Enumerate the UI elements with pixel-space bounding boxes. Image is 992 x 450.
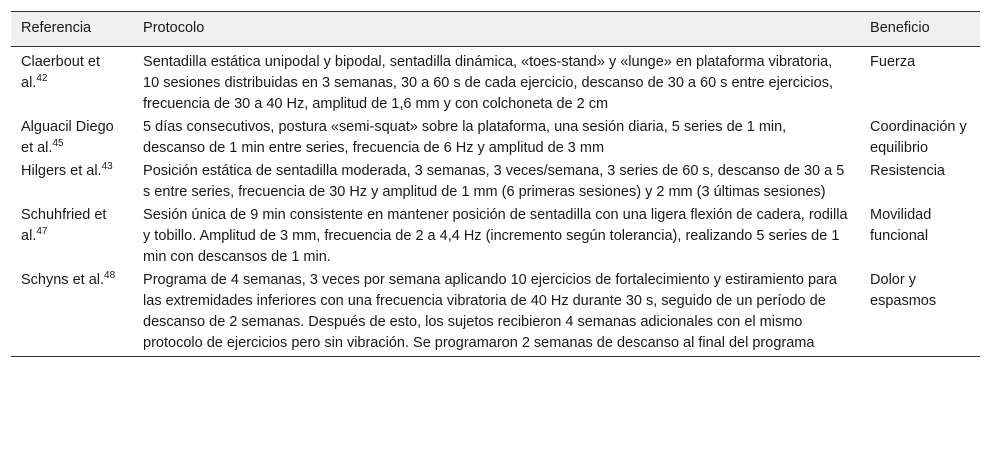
reference-author: Claerbout et al. xyxy=(21,54,100,91)
reference-number[interactable]: 42 xyxy=(36,73,48,85)
table-row xyxy=(11,203,980,268)
table-row xyxy=(11,159,980,203)
reference-cell xyxy=(11,47,133,116)
header-protocolo: Protocolo xyxy=(133,12,860,47)
benefit-cell: Resistencia xyxy=(870,163,945,179)
benefit-cell: Movilidad funcional xyxy=(870,207,932,244)
protocols-table xyxy=(11,11,980,357)
reference-number[interactable]: 48 xyxy=(104,270,116,282)
reference-author: Schuhfried et al. xyxy=(21,207,107,244)
table-row xyxy=(11,47,980,116)
protocols-table-container xyxy=(11,11,980,357)
header-referencia: Referencia xyxy=(11,12,133,47)
reference-number[interactable]: 43 xyxy=(101,161,113,173)
reference-cell xyxy=(11,159,133,203)
benefit-cell: Fuerza xyxy=(870,54,916,70)
reference-cell xyxy=(11,203,133,268)
reference-cell xyxy=(11,268,133,357)
reference-number[interactable]: 45 xyxy=(52,138,64,150)
reference-author: Alguacil Diego et al. xyxy=(21,119,114,156)
table-row xyxy=(11,268,980,357)
protocol-cell: 5 días consecutivos, postura «semi-squat» sobre la plataforma, una sesión diaria, 5 series de 1 min, descanso de 1 min entre series, frecuencia de 6 Hz y amplitud de 3 mm xyxy=(143,119,787,156)
header-row xyxy=(11,12,980,47)
benefit-cell: Coordinación y equilibrio xyxy=(870,119,967,156)
reference-author: Schyns et al. xyxy=(21,272,105,288)
table-row xyxy=(11,115,980,159)
reference-number[interactable]: 47 xyxy=(36,226,48,238)
header-beneficio: Beneficio xyxy=(860,12,980,47)
reference-cell xyxy=(11,115,133,159)
protocol-cell: Sentadilla estática unipodal y bipodal, sentadilla dinámica, «toes-stand» y «lunge» en plataforma vibratoria, 10 sesiones distribuidas en 3 semanas, 30 a 60 s de cada ejercicio, descanso de 30 a 60 s entre ejercicios, frecuencia de 30 a 40 Hz, amplitud de 1,6 mm y con colchoneta de 2 cm xyxy=(143,54,833,112)
protocol-cell: Sesión única de 9 min consistente en mantener posición de sentadilla con una ligera flexión de cadera, rodilla y tobillo. Amplitud de 3 mm, frecuencia de 2 a 4,4 Hz (incremento según tolerancia), realizando 5 series de 1 min con descansos de 1 min. xyxy=(143,207,848,265)
protocol-cell: Posición estática de sentadilla moderada, 3 semanas, 3 veces/semana, 3 series de 60 s, descanso de 30 a 5 s entre series, frecuencia de 30 Hz y amplitud de 1 mm (6 primeras sesiones) y 2 mm (3 últimas sesiones) xyxy=(143,163,845,200)
protocol-cell: Programa de 4 semanas, 3 veces por semana aplicando 10 ejercicios de fortalecimiento y estiramiento para las extremidades inferiores con una frecuencia vibratoria de 40 Hz durante 30 s, seguido de un período de descanso de 2 semanas. Después de esto, los sujetos recibieron 4 semanas adicionales con el mismo protocolo de ejercicios pero sin vibración. Se programaron 2 semanas de descanso al final del programa xyxy=(133,268,860,357)
table-body xyxy=(11,47,980,357)
benefit-cell: Dolor y espasmos xyxy=(860,268,980,357)
reference-author: Hilgers et al. xyxy=(21,163,102,179)
table-header xyxy=(11,12,980,47)
